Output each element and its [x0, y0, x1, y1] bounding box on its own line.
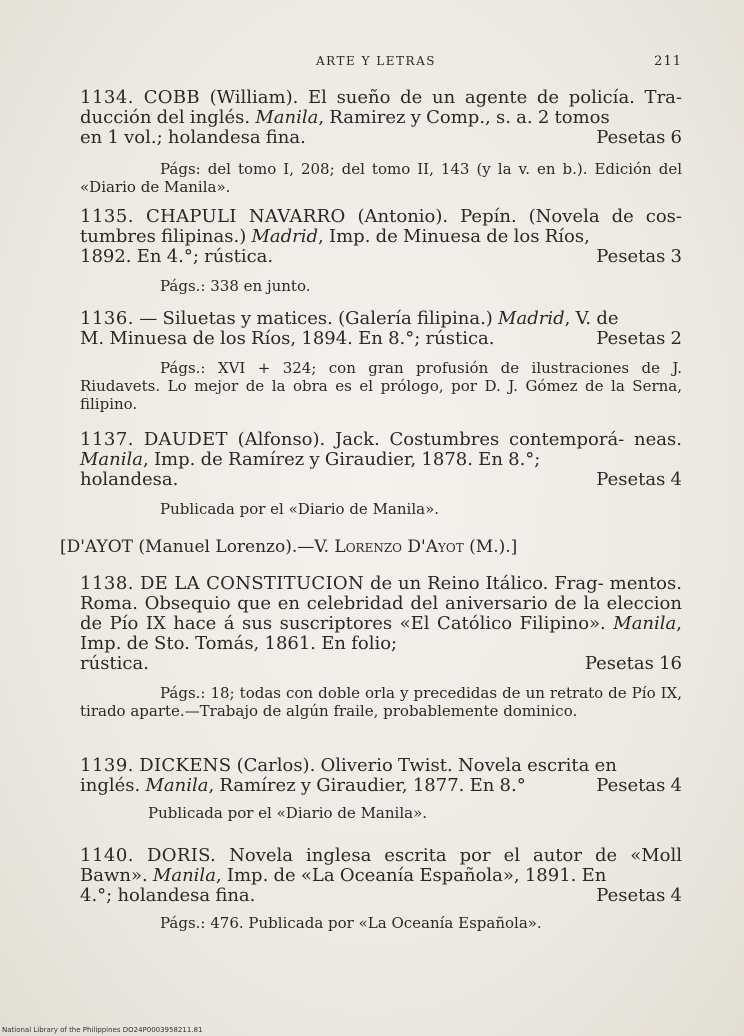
- entry-number: 1140.: [80, 845, 135, 866]
- entry-note: Publicada por el «Diario de Manila».: [148, 804, 428, 822]
- entry-note: Págs.: XVI + 324; con gran profusión de ilustraciones de J. Riudavets. Lo mejor de la obra es el prólogo, por D. J. Gómez de la Serna, filipino.: [80, 359, 682, 413]
- entry-note: Págs: del tomo I, 208; del tomo II, 143 (y la v. en b.). Edición del «Diario de Manila».: [80, 160, 682, 196]
- entry-text: 1135. CHAPULI NAVARRO (Antonio). Pepín. (Novela de cos- tumbres filipinas.) Madrid, Imp. de Minuesa de los Ríos,: [80, 206, 682, 247]
- entry-number: 1138.: [80, 573, 135, 594]
- catalog-entry-1137: [80, 430, 682, 518]
- price-row: inglés. Manila, Ramírez y Giraudier, 1877. En 8.° Pesetas 4: [80, 775, 682, 796]
- entry-place: Manila: [152, 865, 216, 886]
- entry-number: 1137.: [80, 429, 135, 450]
- entry-text: 1134. COBB (William). El sueño de un agente de policía. Tra- ducción del inglés. Manila, Ramirez y Comp., s. a. 2 tomos: [80, 87, 682, 128]
- entry-author: CHAPULI NAVARRO: [146, 206, 346, 227]
- page-number: 211: [654, 54, 682, 69]
- entry-number: 1136.: [80, 308, 135, 329]
- entry-author: COBB: [143, 87, 200, 108]
- entry-text: 1136. — Siluetas y matices. (Galería filipina.) Madrid, V. de: [80, 308, 619, 329]
- entry-place: Manila: [613, 613, 677, 634]
- entry-price: Pesetas 3: [596, 246, 682, 267]
- entry-place: Madrid: [251, 226, 319, 247]
- catalog-entry-1138: [80, 574, 682, 720]
- running-title: ARTE Y LETRAS: [316, 54, 436, 68]
- scan-footer: National Library of the Philippines DO24P0003958211.81: [2, 1026, 203, 1034]
- price-row: rústica. Pesetas 16: [80, 653, 682, 674]
- entry-note: Págs.: 18; todas con doble orla y precedidas de un retrato de Pío IX, tirado aparte.—Trabajo de algún fraile, probablemente dominico.: [80, 684, 682, 720]
- catalog-entry-1134: [80, 88, 682, 196]
- entry-number: 1139.: [80, 755, 135, 776]
- entry-place: Manila: [80, 449, 143, 470]
- entry-number: 1135.: [80, 206, 135, 227]
- price-row: 1892. En 4.°; rústica. Pesetas 3: [80, 246, 682, 267]
- entry-note: Págs.: 476. Publicada por «La Oceanía Española».: [160, 914, 542, 932]
- entry-author: DAUDET: [143, 429, 228, 450]
- entry-text: 1138. DE LA CONSTITUCION de un Reino Itálico. Frag- mentos. Roma. Obsequio que en celebridad del aniversario de la eleccion de Pío IX hace á sus suscriptores «El Católico Filipino». Manila, Imp. de Sto. Tomás, 1861. En folio;: [80, 573, 682, 654]
- entry-author: DICKENS: [139, 755, 232, 776]
- entry-price: Pesetas 4: [596, 885, 682, 906]
- entry-note: Publicada por el «Diario de Manila».: [160, 500, 440, 518]
- entry-price: Pesetas 4: [596, 469, 682, 490]
- entry-place: Manila: [145, 775, 209, 796]
- entry-price: Pesetas 2: [596, 328, 682, 349]
- page-header: [80, 54, 682, 74]
- catalog-entry-1139: [80, 756, 682, 822]
- xref-target: Lorenzo D'Ayot: [334, 537, 464, 557]
- entry-place: Madrid: [498, 308, 565, 329]
- price-row: en 1 vol.; holandesa fina. Pesetas 6: [80, 127, 682, 148]
- catalog-entry-1140: [80, 846, 682, 932]
- catalog-entry-1136: [80, 309, 682, 413]
- entry-number: 1134.: [80, 87, 135, 108]
- entry-price: Pesetas 16: [584, 653, 682, 674]
- entry-text: 1137. DAUDET (Alfonso). Jack. Costumbres contemporá- neas. Manila, Imp. de Ramírez y Giraudier, 1878. En 8.°;: [80, 429, 682, 470]
- entry-text: 1140. DORIS. Novela inglesa escrita por el autor de «Moll Bawn». Manila, Imp. de «La Oceanía Española», 1891. En: [80, 845, 682, 886]
- entry-place: Manila: [255, 107, 319, 128]
- entry-author: DE LA CONSTITUCION: [139, 573, 365, 594]
- entry-author: DORIS.: [147, 845, 217, 866]
- entry-note: Págs.: 338 en junto.: [160, 277, 311, 295]
- price-row: holandesa. Pesetas 4: [80, 469, 682, 490]
- entry-text: 1139. DICKENS (Carlos). Oliverio Twist. Novela escrita en: [80, 755, 617, 776]
- entry-price: Pesetas 4: [596, 775, 682, 796]
- entry-price: Pesetas 6: [596, 127, 682, 148]
- cross-reference: [D'AYOT (Manuel Lorenzo).—V. Lorenzo D'Ayot (M.).]: [60, 537, 518, 557]
- price-row: 4.°; holandesa fina. Pesetas 4: [80, 885, 682, 906]
- catalog-entry-1135: [80, 207, 682, 295]
- price-row: M. Minuesa de los Ríos, 1894. En 8.°; rústica. Pesetas 2: [80, 328, 682, 349]
